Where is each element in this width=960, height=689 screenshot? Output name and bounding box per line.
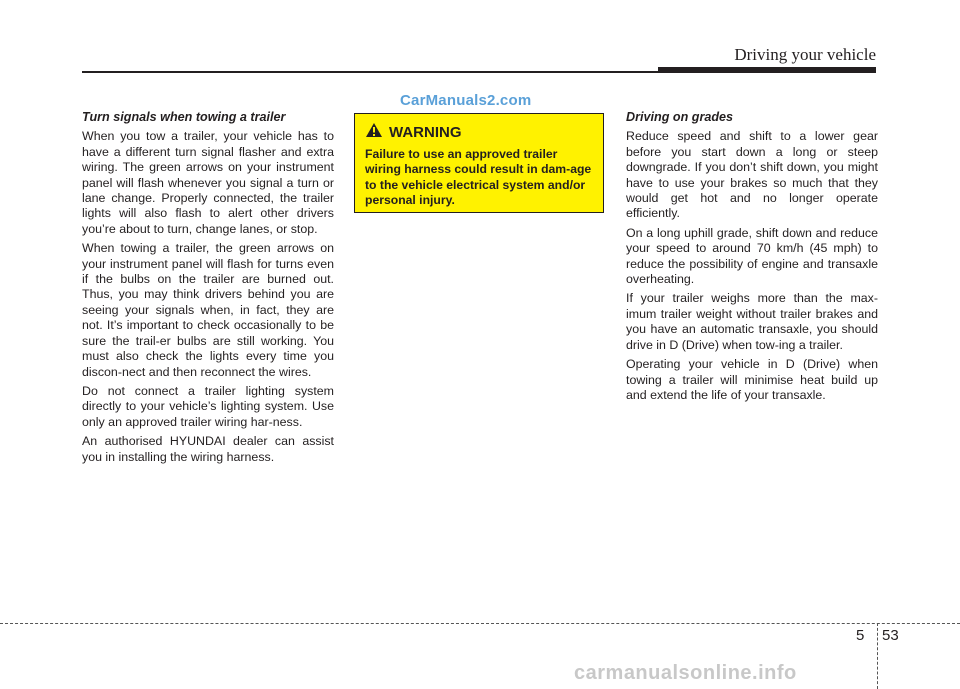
paragraph: Reduce speed and shift to a lower gear before you start down a long or steep downgrade. If you don’t shift down, you might have to use your brakes so much that they would get hot and no longer operate efficiently.	[626, 129, 878, 221]
watermark-bottom: carmanualsonline.info	[574, 662, 797, 684]
header-rule-accent	[658, 67, 876, 73]
driving-on-grades-heading: Driving on grades	[626, 110, 734, 124]
paragraph: If your trailer weighs more than the max-imum trailer weight without trailer brakes and you have an automatic transaxle, you should drive in D (Drive) when tow-ing a trailer.	[626, 291, 878, 352]
paragraph: Do not connect a trailer lighting system directly to your vehicle’s lighting system. Use only an approved trailer wiring har-ness.	[82, 383, 334, 429]
watermark-top: CarManuals2.com	[400, 92, 532, 109]
paragraph: An authorised HYUNDAI dealer can assist you in installing the wiring harness.	[82, 434, 334, 464]
paragraph: On a long uphill grade, shift down and reduce your speed to around 70 km/h (45 mph) to reduce the possibility of engine and transaxle overheating.	[626, 225, 878, 287]
paragraph: When you tow a trailer, your vehicle has to have a different turn signal flasher and extra wiring. The green arrows on your instrument panel will flash whenever you signal a turn or lane change. Properly connected, the trailer lights will also flash to alert other drivers you’re about to turn, change lanes, or stop.	[82, 129, 334, 236]
page-number: 53	[882, 627, 899, 644]
left-column	[82, 110, 334, 469]
warning-title: WARNING	[389, 124, 462, 141]
warning-text: Failure to use an approved trailer wiring harness could result in dam-age to the vehicle electrical system and/or personal injury.	[365, 147, 592, 208]
paragraph: When towing a trailer, the green arrows on your instrument panel will flash for turns even if the bulbs on the trailer are burned out. Thus, you may think drivers behind you are seeing your signals when, in fact, they are not. It’s important to check occasionally to be sure the trail-er bulbs are still working. You must also check the lights every time you discon-nect and then reconnect the wires.	[82, 241, 334, 379]
header-rule	[82, 71, 662, 73]
warning-triangle-icon	[365, 122, 383, 143]
paragraph: Operating your vehicle in D (Drive) when towing a trailer will minimise heat build up and extend the life of your transaxle.	[626, 357, 878, 402]
section-title: Driving your vehicle	[734, 45, 876, 64]
turn-signals-heading: Turn signals when towing a trailer	[82, 110, 286, 124]
right-column	[626, 110, 878, 407]
warning-box	[354, 113, 604, 213]
chapter-number: 5	[856, 627, 865, 644]
footer-page-divider	[877, 623, 878, 689]
warning-header	[365, 122, 594, 143]
footer-divider	[0, 623, 960, 624]
